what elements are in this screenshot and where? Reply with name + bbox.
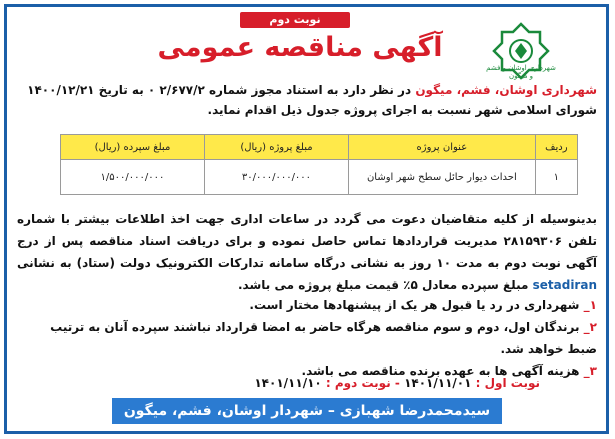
col-header-deposit: مبلغ سپرده (ریال) [61,135,205,160]
col-header-title: عنوان پروژه [349,135,536,160]
conditions-list [17,294,597,382]
list-item [17,294,597,316]
second-issue-date: ۱۴۰۱/۱۱/۱۰ [254,376,322,390]
list-item-number: ۲_ [583,320,597,334]
ad-title: آگهی مناقصه عمومی [157,32,443,63]
publication-dates [254,376,540,390]
col-header-row: ردیف [535,135,577,160]
cell-row-number: ۱ [535,160,577,195]
body-paragraph [17,208,597,296]
list-item-text: هزینه آگهی ها به عهده برنده مناقصه می باشد. [301,364,580,378]
second-issue-label: - نوبت دوم : [325,376,400,390]
list-item-number: ۳_ [583,364,597,378]
first-issue-date: ۱۴۰۱/۱۱/۰۱ [404,376,472,390]
cell-project-amount: ۳۰/۰۰۰/۰۰۰/۰۰۰ [204,160,348,195]
list-item-text: برندگان اول، دوم و سوم مناقصه هرگاه حاضر به امضا قرارداد نباشند سپرده آنان به ترتیب ضبط خواهد شد. [50,320,597,356]
cell-project-title: احداث دیوار حائل سطح شهر اوشان [349,160,536,195]
list-item [17,316,597,360]
cell-deposit-amount: ۱/۵۰۰/۰۰۰/۰۰۰ [61,160,205,195]
list-item-number: ۱_ [583,298,597,312]
first-issue-label: نوبت اول : [475,376,540,390]
intro-text: در نظر دارد به استناد مجوز شماره ۲/۶۷۷/۲ ۰ به تاریخ ۱۴۰۰/۱۲/۲۱ شورای اسلامی شهر نسبت به اجرای پروژه جدول ذیل اقدام نماید. [27,83,597,117]
list-item-text: شهرداری در رد یا قبول هر یک از پیشنهادها مختار است. [249,298,580,312]
setad-link[interactable]: setadiran [532,278,597,292]
table-row [61,160,578,195]
body-text-2: مبلغ سپرده معادل ۵٪ قیمت مبلغ پروژه می باشد. [238,278,529,292]
issue-badge: نوبت دوم [240,12,350,28]
body-text-1: بدینوسیله از کلیه متقاضیان دعوت می گردد در ساعات اداری جهت اخذ اطلاعات بیشتر با شماره تلفن ۲۸۱۵۹۳۰۶ مدیریت قراردادها تماس حاصل نموده و برای دریافت اسناد مناقصه پس از درج آگهی نوبت دوم به مدت ۱۰ روز به نشانی درگاه سامانه تدارکات الکترونیک دولت (ستاد) به نشانی [17,212,597,270]
municipality-name: شهرداری اوشان، فشم، میگون [415,83,597,97]
col-header-amount: مبلغ پروژه (ریال) [204,135,348,160]
signature-footer: سیدمحمدرضا شهبازی – شهردار اوشان، فشم، میگون [112,398,502,424]
project-table [60,134,578,195]
logo-caption: شهرداری اوشان و فشم و میگون [486,64,556,80]
table-header-row [61,135,578,160]
intro-paragraph [17,80,597,120]
